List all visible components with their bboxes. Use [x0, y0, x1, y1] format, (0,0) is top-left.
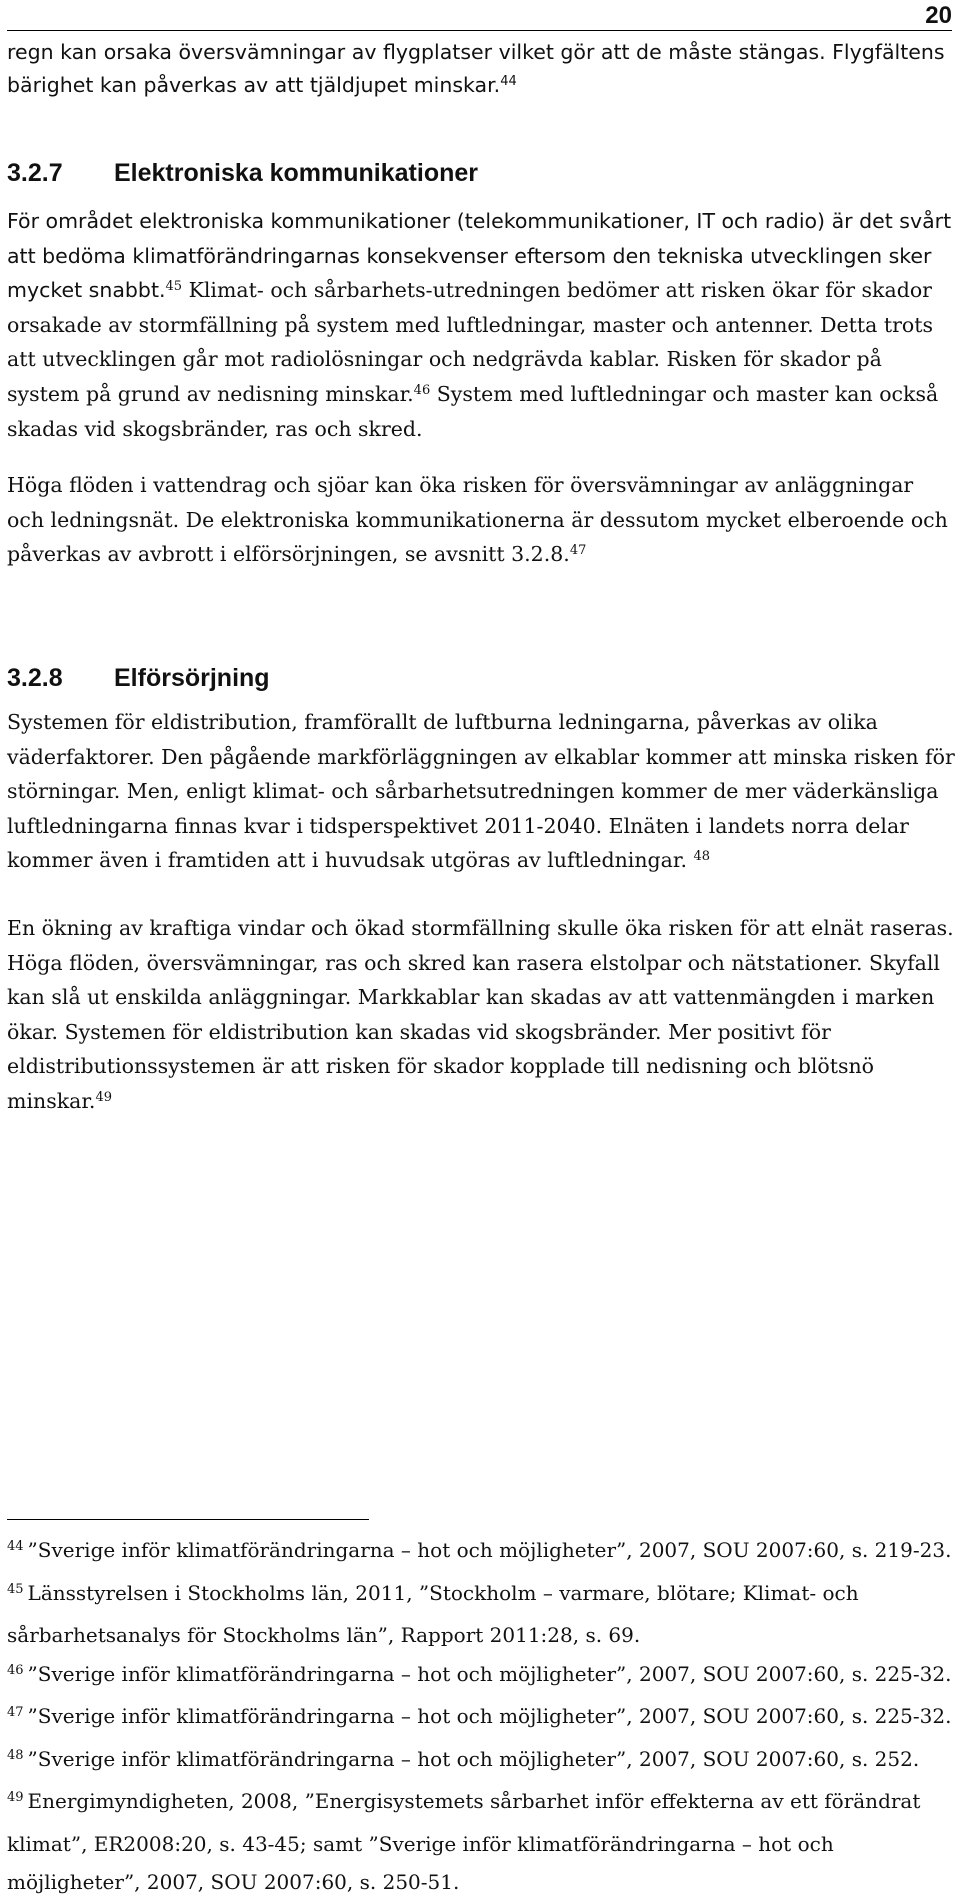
- footnote-number: 46: [7, 1662, 24, 1678]
- footnote-text: Energimyndigheten, 2008, ”Energisystemets sårbarhet inför effekterna av ett förändrat klimat”, ER2008:20, s. 43-45; samt ”Sverige inför klimatförändringarna – hot och möjligheter”, 2007, SOU 2007:60, s. 250-51.: [7, 1789, 921, 1894]
- paragraph-serif-text: Klimat- och sårbarhets-utredningen bedömer att risken ökar för skador orsakade av stormfällning på system med luftledningar, master och antenner. Detta trots att utvecklingen går mot radiolösningar och nedgrävda kablar. Risken för skador på system på grund av nedisning minskar.: [7, 278, 934, 406]
- footnote: [7, 1574, 955, 1655]
- footnote: [7, 1782, 955, 1902]
- footnote-number: 47: [7, 1705, 24, 1720]
- section-3-2-7-paragraph-1: [7, 204, 955, 446]
- footnote-ref-49: 49: [95, 1089, 112, 1105]
- paragraph-serif-text-end: System med luftledningar och master kan också skadas vid skogsbränder, ras och skred.: [7, 381, 939, 441]
- footnote-text: ”Sverige inför klimatförändringarna – hot och möjligheter”, 2007, SOU 2007:60, s. 252.: [27, 1746, 920, 1771]
- paragraph-text: Höga flöden i vattendrag och sjöar kan öka risken för översvämningar av anläggningar och ledningsnät. De elektroniska kommunikationerna är dessutom mycket elberoende och påverkas av avbrott i elförsörjningen, se avsnitt 3.2.8.: [7, 473, 948, 567]
- section-title: Elförsörjning: [114, 664, 270, 692]
- footnote: [7, 1740, 955, 1783]
- footnote-ref-47: 47: [569, 543, 587, 559]
- intro-text: regn kan orsaka översvämningar av flygplatser vilket gör att de måste stängas. Flygfältens bärighet kan påverkas av att tjäldjupet minskar.: [7, 40, 945, 97]
- footnote-ref-48: 48: [693, 849, 711, 865]
- footnote: [7, 1531, 955, 1574]
- paragraph-sans-text: För området elektroniska kommunikationer (telekommunikationer, IT och radio) är det svårt att bedöma klimatförändringarnas konsekvenser eftersom den tekniska utvecklingen sker mycket snabbt.: [7, 209, 952, 303]
- footnote-number: 48: [7, 1747, 24, 1763]
- header-rule: [7, 30, 952, 31]
- section-number: 3.2.8: [7, 664, 63, 692]
- footnote: [7, 1655, 955, 1698]
- intro-paragraph: [7, 36, 952, 102]
- footnote-text: ”Sverige inför klimatförändringarna – hot och möjligheter”, 2007, SOU 2007:60, s. 219-23.: [27, 1538, 952, 1562]
- footnote-text: ”Sverige inför klimatförändringarna – hot och möjligheter”, 2007, SOU 2007:60, s. 225-32.: [27, 1704, 952, 1728]
- section-title: Elektroniska kommunikationer: [114, 159, 479, 187]
- footnote-number: 44: [7, 1539, 24, 1554]
- footnote-separator: [7, 1519, 369, 1520]
- footnote: [7, 1697, 955, 1740]
- footnote-number: 49: [7, 1790, 24, 1805]
- section-heading-3-2-8: [7, 663, 270, 693]
- footnote-ref-45: 45: [165, 279, 183, 295]
- section-3-2-8-paragraph-2: [7, 911, 955, 1119]
- paragraph-text: Systemen för eldistribution, framförallt de luftburna ledningarna, påverkas av olika väderfaktorer. Den pågående markförläggningen av elkablar kommer att minska risken för störningar. Men, enligt klimat- och sårbarhetsutredningen kommer de mer väderkänsliga luftledningarna finnas kvar i tidsperspektivet 2011-2040. Elnäten i landets norra delar kommer även i framtiden att i huvudsak utgöras av luftledningar.: [7, 710, 955, 873]
- footnote-text: ”Sverige inför klimatförändringarna – hot och möjligheter”, 2007, SOU 2007:60, s. 225-32.: [27, 1661, 952, 1686]
- footnote-text: Länsstyrelsen i Stockholms län, 2011, ”Stockholm – varmare, blötare; Klimat- och sårbarhetsanalys för Stockholms län”, Rapport 2011:28, s. 69.: [7, 1580, 859, 1647]
- paragraph-text: En ökning av kraftiga vindar och ökad stormfällning skulle öka risken för att elnät raseras. Höga flöden, översvämningar, ras och skred kan rasera elstolpar och nätstationer. Skyfall kan slå ut enskilda anläggningar. Markkablar kan skadas av att vattenmängden i marken ökar. Systemen för eldistribution kan skadas vid skogsbränder. Mer positivt för eldistributionssystemen är att risken för skador kopplade till nedisning och blötsnö minskar.: [7, 916, 954, 1113]
- footnote-ref-46: 46: [413, 382, 431, 398]
- section-3-2-7-paragraph-2: [7, 468, 955, 572]
- footnote-number: 45: [7, 1581, 24, 1597]
- footnotes: [7, 1531, 955, 1902]
- page-number: 20: [925, 2, 952, 29]
- footnote-ref-44: 44: [500, 74, 517, 89]
- section-number: 3.2.7: [7, 159, 63, 187]
- section-heading-3-2-7: [7, 158, 478, 188]
- section-3-2-8-paragraph-1: [7, 705, 955, 878]
